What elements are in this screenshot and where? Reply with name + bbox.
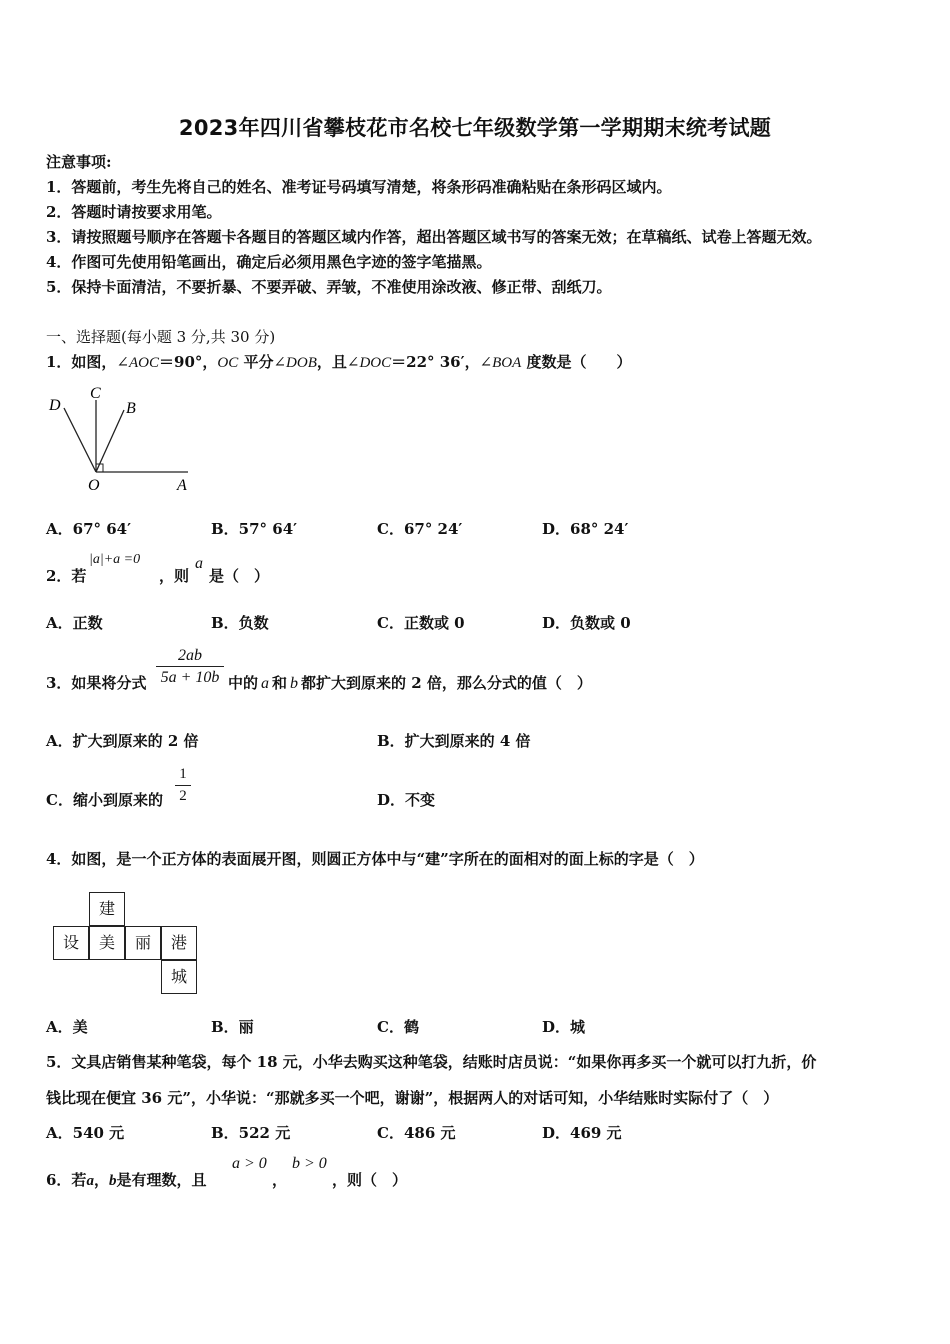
q2-condition: |a|+a =0 — [89, 552, 141, 567]
ray-ob — [96, 410, 124, 472]
q5-option-d[interactable]: D．469 元 — [542, 1124, 622, 1142]
notice-item-5: 5．保持卡面清洁，不要折暴、不要弄破、弄皱，不准使用涂改液、修正带、刮纸刀。 — [46, 278, 612, 296]
q3-option-c[interactable]: C．缩小到原来的 — [46, 791, 163, 809]
label-d: D — [49, 397, 61, 414]
label-o: O — [88, 477, 100, 494]
q5-option-a[interactable]: A．540 元 — [46, 1124, 125, 1142]
page-title: 2023年四川省攀枝花市名校七年级数学第一学期期末统考试题 — [178, 116, 772, 140]
net-face-bottom: 城 — [161, 960, 197, 994]
q6-condition-2: b > 0 — [292, 1155, 327, 1172]
section-heading: 一、选择题(每小题 3 分,共 30 分) — [46, 328, 276, 346]
q6-condition-1: a > 0 — [232, 1155, 267, 1172]
q4-option-a[interactable]: A．美 — [46, 1018, 88, 1036]
net-face-top: 建 — [89, 892, 125, 926]
label-a: A — [177, 477, 187, 494]
q2-var: a — [195, 555, 203, 572]
q3-option-d[interactable]: D．不变 — [377, 791, 436, 809]
q4-option-b[interactable]: B．丽 — [211, 1018, 254, 1036]
q4-option-d[interactable]: D．城 — [542, 1018, 586, 1036]
net-face-1: 设 — [53, 926, 89, 960]
q2-option-d[interactable]: D．负数或 0 — [542, 614, 631, 632]
q3-option-b[interactable]: B．扩大到原来的 4 倍 — [377, 732, 531, 750]
notice-item-1: 1．答题前，考生先将自己的姓名、准考证号码填写清楚，将条形码准确粘贴在条形码区域内。 — [46, 178, 672, 196]
net-face-4: 港 — [161, 926, 197, 960]
q2-suffix: 是（ ） — [209, 567, 270, 585]
q1-option-d[interactable]: D．68° 24′ — [542, 520, 629, 538]
q6-suffix: ，则（ ） — [332, 1171, 408, 1189]
notice-item-2: 2．答题时请按要求用笔。 — [46, 203, 222, 221]
q4-option-c[interactable]: C．鹤 — [377, 1018, 419, 1036]
question-1: 1．如图，∠AOC＝90°，OC 平分∠DOB，且∠DOC＝22° 36′，∠BOA 度数是（ ） — [46, 353, 632, 371]
notice-item-4: 4．作图可先使用铅笔画出，确定后必须用黑色字迹的签字笔描黑。 — [46, 253, 492, 271]
q1-option-c[interactable]: C．67° 24′ — [377, 520, 463, 538]
q1-option-b[interactable]: B．57° 64′ — [211, 520, 298, 538]
question-4: 4．如图，是一个正方体的表面展开图，则圆正方体中与“建”字所在的面相对的面上标的字是（ ） — [46, 850, 704, 868]
q1-option-a[interactable]: A．67° 64′ — [46, 520, 132, 538]
q2-option-b[interactable]: B．负数 — [211, 614, 269, 632]
notice-item-3: 3．请按照题号顺序在答题卡各题目的答题区域内作答，超出答题区域书写的答案无效；在草稿纸、试卷上答题无效。 — [46, 228, 822, 246]
q5-line-2: 钱比现在便宜 36 元”，小华说：“那就多买一个吧，谢谢”，根据两人的对话可知，小华结账时实际付了（ ） — [46, 1089, 779, 1107]
q3-fraction — [156, 645, 224, 688]
cube-net — [53, 892, 199, 996]
q5-option-c[interactable]: C．486 元 — [377, 1124, 456, 1142]
q5-line-1: 5．文具店销售某种笔袋，每个 18 元，小华去购买这种笔袋，结账时店员说：“如果你再多买一个就可以打九折，价 — [46, 1053, 817, 1071]
q3-mid1: 中的 a 和 b 都扩大到原来的 2 倍，那么分式的值（ ） — [228, 674, 592, 692]
q2-mid: ，则 — [159, 567, 190, 585]
q2-option-a[interactable]: A．正数 — [46, 614, 103, 632]
q3-denominator: 5a + 10b — [160, 669, 220, 686]
q6-separator: ， — [272, 1171, 288, 1189]
q3-prefix: 3．如果将分式 — [46, 674, 147, 692]
label-c: C — [90, 385, 101, 402]
angle-figure — [46, 384, 196, 496]
net-face-2: 美 — [89, 926, 125, 960]
q2-prefix: 2．若 — [46, 567, 87, 585]
q3-option-c-fraction: 1 2 — [175, 764, 191, 807]
label-b: B — [126, 400, 136, 417]
notice-heading: 注意事项: — [46, 153, 112, 171]
q2-option-c[interactable]: C．正数或 0 — [377, 614, 465, 632]
q3-option-a[interactable]: A．扩大到原来的 2 倍 — [46, 732, 199, 750]
q3-numerator: 2ab — [178, 647, 202, 664]
q6-prefix: 6．若a，b是有理数，且 — [46, 1171, 207, 1189]
q5-option-b[interactable]: B．522 元 — [211, 1124, 291, 1142]
ray-od — [64, 408, 96, 472]
net-face-3: 丽 — [125, 926, 161, 960]
